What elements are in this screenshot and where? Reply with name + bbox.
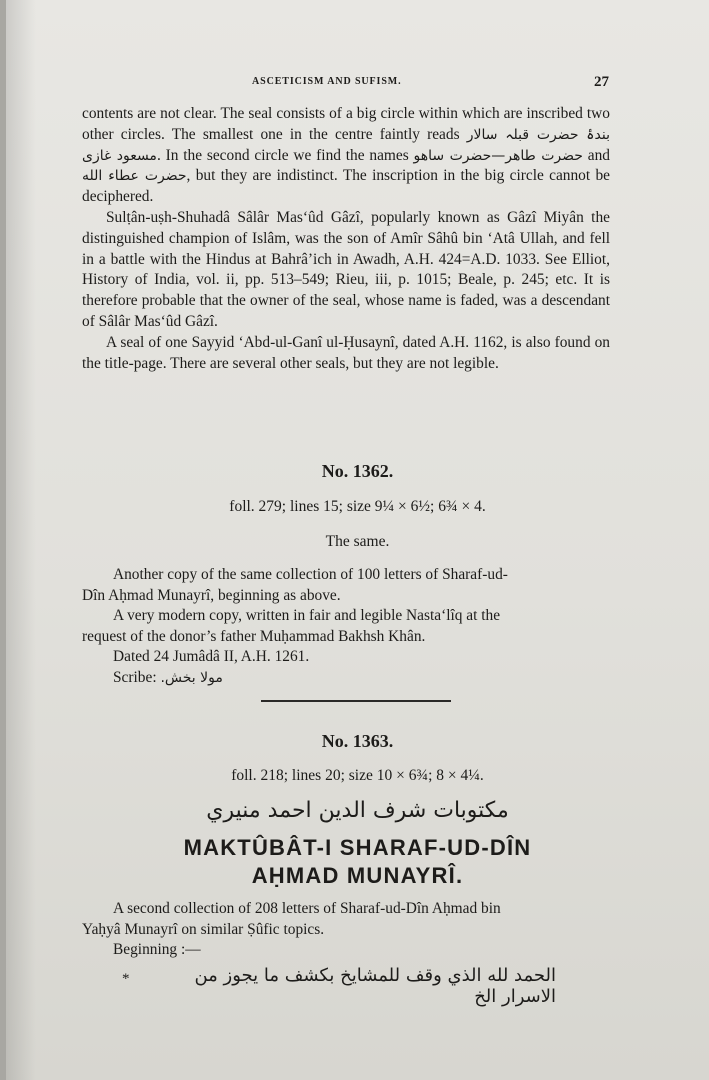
description-line-3: A very modern copy, written in fair and legible Nasta‘lîq at the [113,607,501,625]
collation-1362: foll. 279; lines 15; size 9¼ × 6½; 6¾ × 4. [229,498,486,515]
asterisk-mark: * [122,971,130,987]
seal-description-part-4: , but they are indistinct. The inscription in the big circle cannot be deciphered. [82,167,610,206]
paragraph-biography: Sulṭân-uṣh-Shuhadâ Sâlâr Mas‘ûd Gâzî, popularly known as Gâzî Miyân the distinguished champion of Islâm, was the son of Amîr Sâhû bin ‘Atâ Ullah, and fell in a battle with the Hindus at Bahrâ’ich in Awadh, A.H. 424=A.D. 1033. See Elliot, History of India, vol. ii, pp. 513–549; Rieu, iii, p. 1015; Beale, p. 245; etc. It is therefore probable that the owner of the seal, whose name is faded, was a descendant of Sâlâr Mas‘ûd Gâzî. [82,208,610,330]
entry-1363-description-line-1: A second collection of 208 letters of Sharaf-ud-Dîn Aḥmad bin [113,900,501,917]
description-line-4: request of the donor’s father Muḥammad Bakhsh Khân. [82,627,426,645]
beginning-arabic-text: الحمد لله الذي وقف للمشايخ بكشف ما يجوز من الاسرار الخ [194,965,556,1007]
same-label: The same. [325,533,390,550]
entry-number-1363: No. 1363. [321,731,394,751]
running-head: ASCETICISM AND SUFISM. [252,76,402,87]
entry-number-1362: No. 1362. [321,461,394,481]
scribe-line [113,668,604,689]
section-divider [261,700,451,702]
page-header [6,74,709,94]
work-title-line-1: MAKTÛBÂT-I SHARAF-UD-DÎN [183,835,532,860]
scribe-label: Scribe: [113,668,157,686]
entry-1363-description [82,899,604,961]
beginning-label: Beginning :— [113,941,201,959]
collation-1363: foll. 218; lines 20; size 10 × 6¾; 8 × 4¼. [231,767,484,784]
scribe-name-arabic: مولا بخش. [160,669,223,686]
description-line-1: Another copy of the same collection of 100 letters of Sharaf-ud- [113,566,508,583]
top-section-text [82,104,610,374]
seal-description-part-2: . In the second circle we find the names [156,146,409,164]
arabic-seal-inscription-2: حضرت طاهر—حضرت ساهو [413,147,583,164]
arabic-seal-inscription-1: بندۂ حضرت قبلہ سالار مسعود غازی [82,126,610,164]
arabic-seal-inscription-3: حضرت عطاء الله [82,168,187,185]
entry-1362-description [82,565,604,689]
paragraph-additional-seal: A seal of one Sayyid ‘Abd-ul-Ganî ul-Ḥusaynî, dated A.H. 1162, is also found on the title-page. There are several other seals, but they are not legible. [82,333,610,372]
entry-1363-description-line-2: Yaḥyâ Munayrî on similar Ṣûfic topics. [82,920,325,938]
seal-description-part-3: and [587,146,610,164]
arabic-work-title: مكتوبات شرف الدين احمد منيري [206,798,509,823]
seal-description-part-1: contents are not clear. The seal consists of a big circle within which are inscribed two other circles. The smallest one in the centre faintly reads [82,105,610,143]
work-title-line-2: AḤMAD MUNAYRÎ. [251,863,464,888]
paragraph-seal-description [82,104,610,208]
dated-line: Dated 24 Jumâdâ II, A.H. 1261. [113,648,310,666]
description-line-2: Dîn Aḥmad Munayrî, beginning as above. [82,586,341,604]
page-number: 27 [594,74,609,90]
